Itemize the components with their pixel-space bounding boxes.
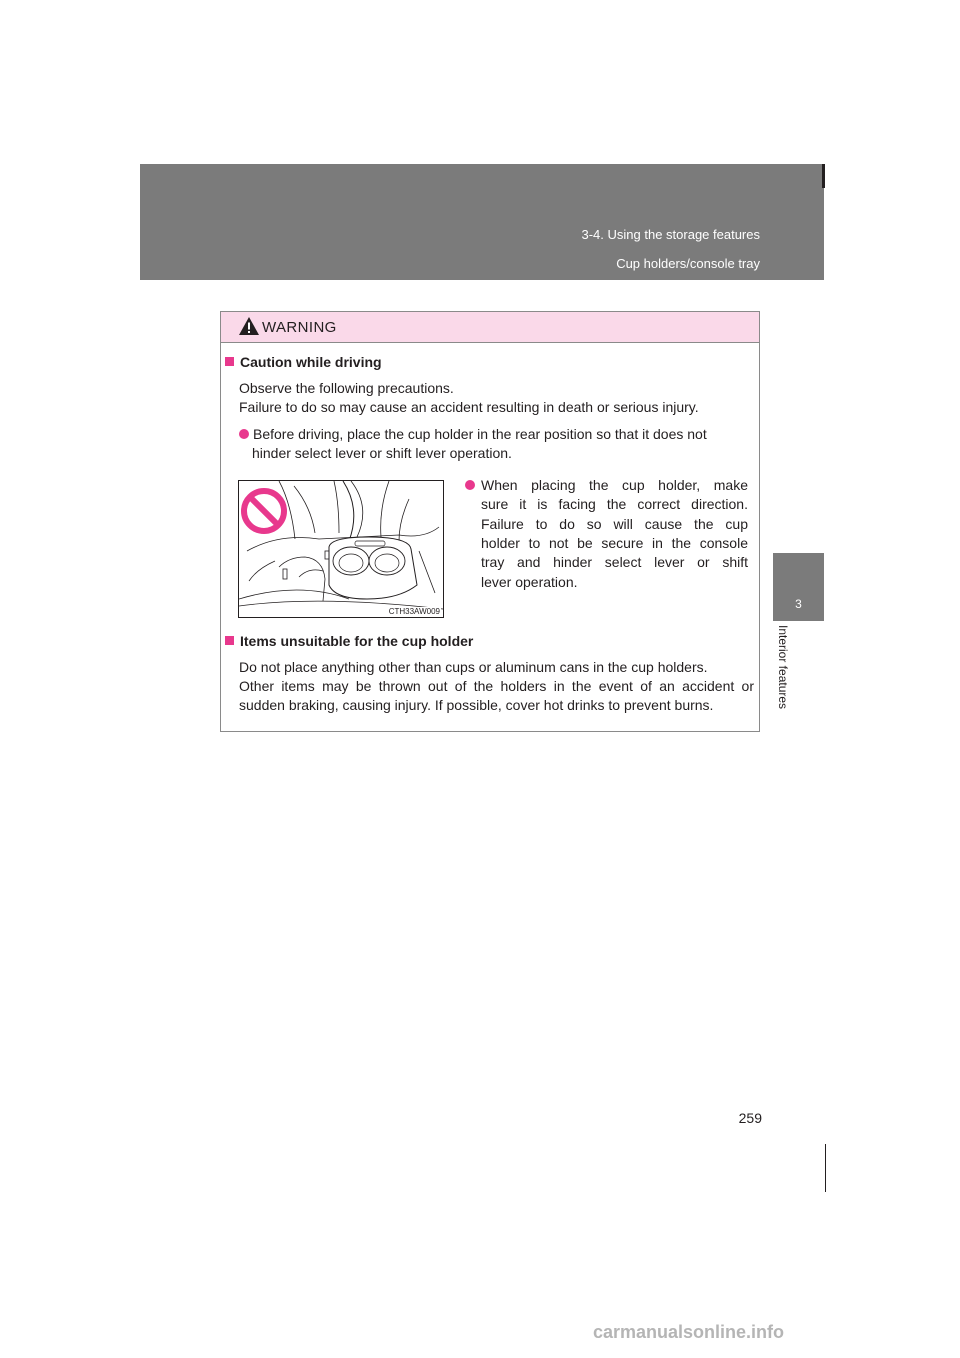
page-header <box>140 164 824 280</box>
watermark: carmanualsonline.info <box>593 1322 785 1342</box>
bullet-2-line-2: sure it is facing the correct direction. <box>481 496 748 512</box>
bullet-2-line-6: lever operation. <box>481 574 578 590</box>
subsection-title: Cup holders/console tray <box>616 256 760 271</box>
caution-line-1: Observe the following precautions. <box>239 380 454 396</box>
chapter-label: Interior features <box>776 625 790 710</box>
illustration-code: CTH33AW009 <box>388 607 440 616</box>
bullet-dot-icon <box>465 480 475 490</box>
items-heading: Items unsuitable for the cup holder <box>225 633 473 649</box>
prohibition-icon <box>244 491 284 531</box>
items-line-1: Do not place anything other than cups or aluminum cans in the cup holders. <box>239 659 708 675</box>
chapter-number: 3 <box>795 597 802 611</box>
chapter-tab <box>773 553 824 621</box>
bullet-1-line-2: hinder select lever or shift lever operation. <box>252 445 512 461</box>
section-square-icon <box>225 636 234 645</box>
bullet-2-line-5: tray and hinder select lever or shift <box>481 554 748 570</box>
bullet-1: Before driving, place the cup holder in the rear position so that it does not <box>239 426 707 442</box>
cup-holder-illustration <box>238 480 444 618</box>
bullet-2-marker <box>465 477 479 493</box>
cup-holder-drawing <box>239 481 443 617</box>
warning-triangle-icon <box>238 316 260 336</box>
caution-heading: Caution while driving <box>225 354 382 370</box>
section-title: 3-4. Using the storage features <box>581 227 760 242</box>
warning-title: WARNING <box>262 319 337 336</box>
section-square-icon <box>225 357 234 366</box>
header-crop-mark <box>822 164 825 188</box>
bullet-dot-icon <box>239 429 249 439</box>
page-number: 259 <box>738 1110 762 1126</box>
items-line-2: Other items may be thrown out of the holders in the event of an accident or <box>239 678 754 694</box>
bullet-2-line-1: When placing the cup holder, make <box>481 477 748 493</box>
warning-header <box>221 312 759 343</box>
caution-line-2: Failure to do so may cause an accident resulting in death or serious injury. <box>239 399 699 415</box>
bullet-2-line-4: holder to not be secure in the console <box>481 535 748 551</box>
bullet-2-line-3: Failure to do so will cause the cup <box>481 516 748 532</box>
items-line-3: sudden braking, causing injury. If possible, cover hot drinks to prevent burns. <box>239 697 714 713</box>
crop-mark <box>825 1144 826 1192</box>
